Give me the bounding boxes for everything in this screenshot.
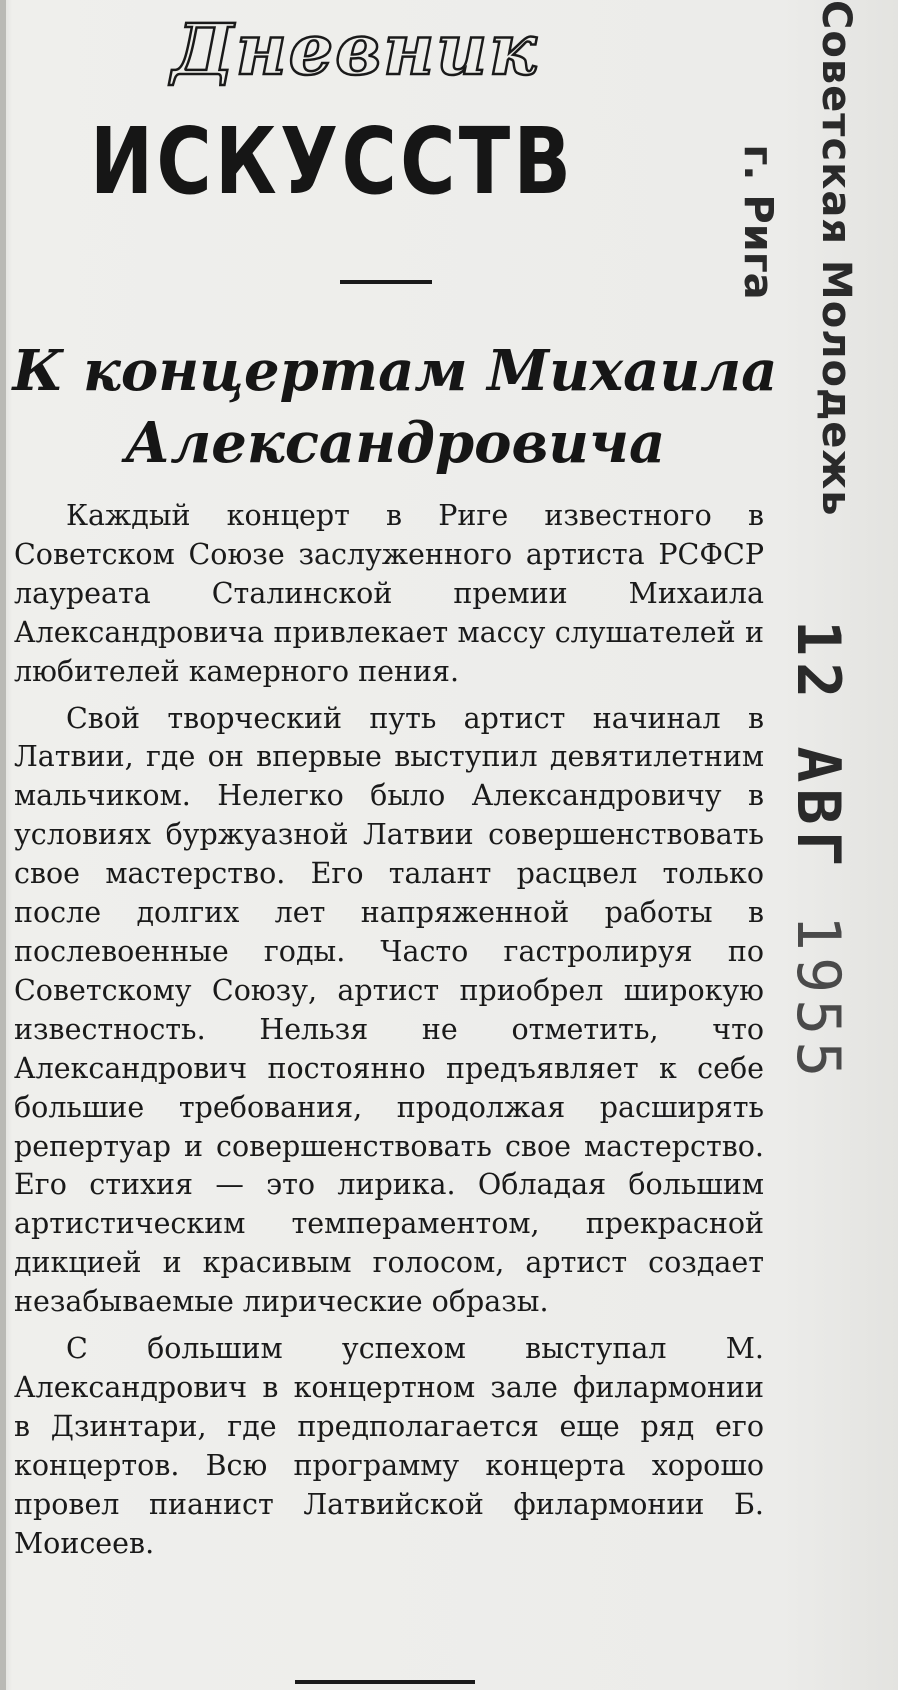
date-month: АВГ: [783, 746, 853, 873]
date-day: 12: [783, 620, 853, 705]
article-paragraph-3: С большим успехом выступал М. Александрович в концертном зале филармонии в Дзинтари, где предполагается еще ряд его концертов. Всю программу концерта хорошо провел пианист Латвийской филармонии Б. Моисеев.: [14, 1332, 764, 1560]
rubric-script-title: Дневник: [171, 8, 539, 91]
article-headline: К концертам Михаила Александровича: [12, 338, 778, 476]
source-stamp: Советская Молодежь: [813, 0, 859, 517]
article-end-rule: [295, 1680, 475, 1684]
article-paragraph-1: Каждый концерт в Риге известного в Советском Союзе заслуженного артиста РСФСР лауреата Сталинской премии Михаила Александровича привлекает массу слушателей и любителей камерного пения.: [14, 499, 764, 688]
article-body: [14, 497, 764, 1563]
page-edge: [0, 0, 6, 1690]
city-stamp: г. Рига: [735, 144, 781, 300]
rubric-divider: [340, 280, 432, 284]
date-stamp: [783, 620, 853, 1084]
rubric-block-title: ИСКУССТВ: [90, 108, 575, 215]
date-year: 1955: [783, 914, 853, 1084]
article-paragraph-2: Свой творческий путь артист начинал в Латвии, где он впервые выступил девятилетним мальчиком. Нелегко было Александровичу в условиях буржуазной Латвии совершенствовать свое мастерство. Его талант расцвел только после долгих лет напряженной работы в послевоенные годы. Часто гастролируя по Советскому Союзу, артист приобрел широкую известность. Нельзя не отметить, что Александрович постоянно предъявляет к себе большие требования, продолжая расширять репертуар и совершенствовать свое мастерство. Его стихия — это лирика. Обладая большим артистическим темпераментом, прекрасной дикцией и красивым голосом, артист создает незабываемые лирические образы.: [14, 701, 764, 1319]
